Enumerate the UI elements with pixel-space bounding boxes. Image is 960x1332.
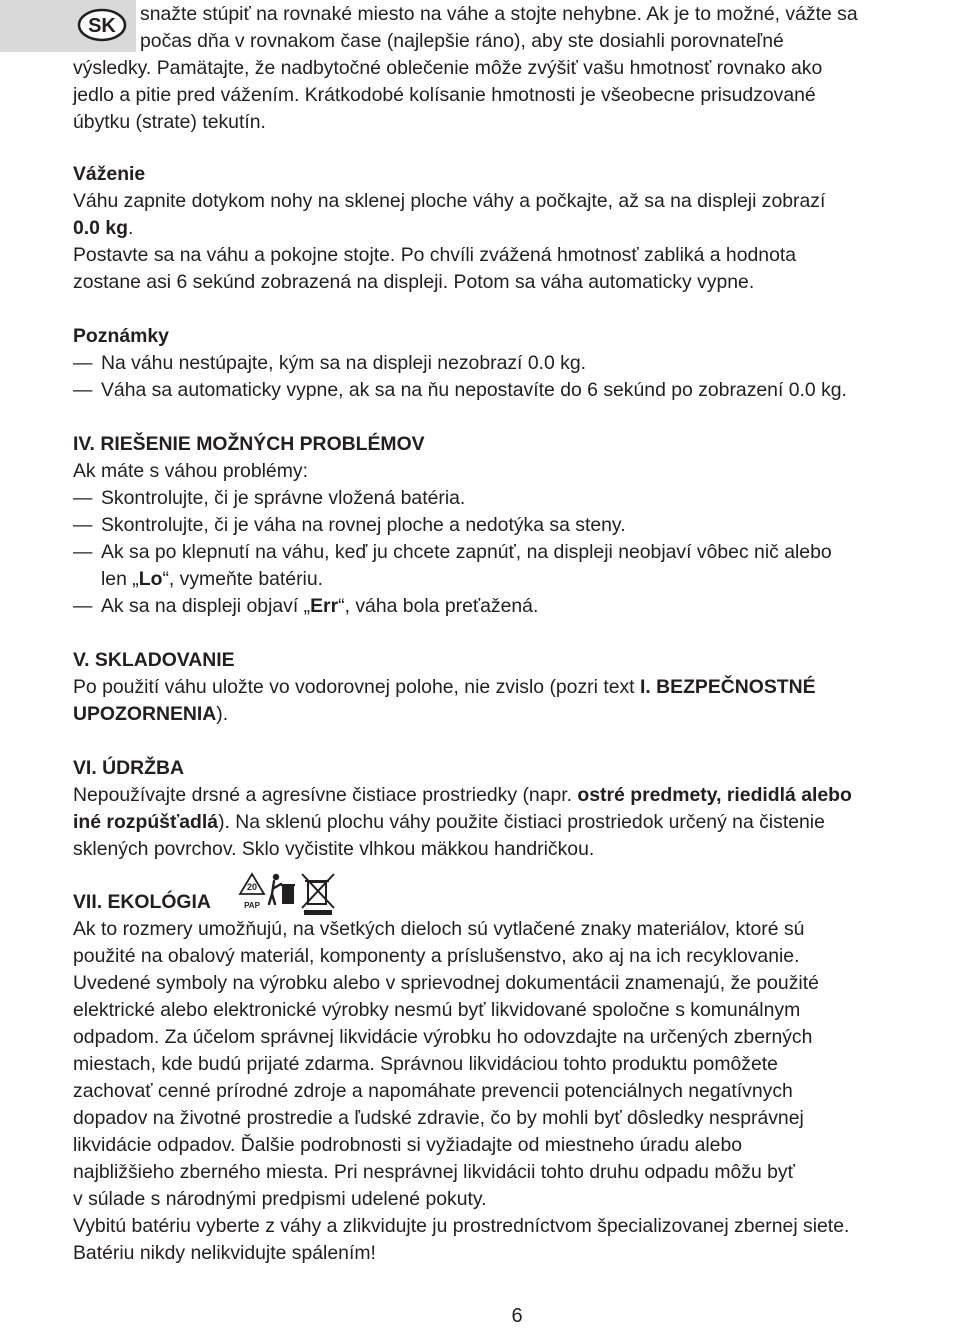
text-fragment: Po použití váhu uložte vo vodorovnej polohe, nie zvislo (pozri text: [73, 676, 640, 698]
notes-item: [73, 377, 847, 404]
ecology-line: v súlade s národnými predpismi udelené pokuty.: [73, 1188, 487, 1210]
reference-bold: UPOZORNENIA: [73, 703, 217, 725]
dash-bullet: —: [73, 514, 93, 536]
troubleshooting-item: [73, 512, 626, 539]
emphasis-bold: ostré predmety, riedidlá alebo: [577, 784, 852, 806]
notes-heading: Poznámky: [73, 325, 169, 347]
recycling-symbols-icon: [238, 870, 338, 918]
tidy-man-icon: [269, 874, 295, 904]
crossed-bin-icon: [302, 874, 334, 915]
troubleshooting-item-text: Ak sa po klepnutí na váhu, keď ju chcete zapnúť, na displeji neobjaví vôbec nič alebo: [101, 541, 832, 563]
maintenance-heading: VI. ÚDRŽBA: [73, 757, 184, 779]
text-fragment: ). Na sklenú plochu váhy použite čistiaci prostriedok určený na čistenie: [218, 811, 825, 833]
text-fragment: “, váha bola preťažená.: [338, 595, 539, 617]
ecology-line: Vybitú batériu vyberte z váhy a zlikvidujte ju prostredníctvom špecializovanej zbernej siete.: [73, 1215, 850, 1237]
emphasis-bold: iné rozpúšťadlá: [73, 811, 219, 833]
dash-bullet: —: [73, 352, 93, 374]
text-fragment: ).: [216, 703, 229, 725]
weight-value: 0.0 kg: [73, 217, 128, 239]
troubleshooting-intro: Ak máte s váhou problémy:: [73, 460, 308, 482]
troubleshooting-item-continuation: [101, 566, 323, 593]
ecology-line: najbližšieho zberného miesta. Pri nesprávnej likvidácii tohto druhu odpadu môžu byť: [73, 1161, 795, 1183]
intro-line: úbytku (strate) tekutín.: [73, 111, 266, 133]
notes-item-text: Na váhu nestúpajte, kým sa na displeji nezobrazí 0.0 kg.: [101, 352, 587, 374]
dash-bullet: —: [73, 595, 93, 617]
ecology-line: zachovať cenné prírodné zdroje a napomáhate prevencii potenciálnych negatívnych: [73, 1080, 793, 1102]
storage-line: [73, 674, 816, 701]
text-fragment: Nepoužívajte drsné a agresívne čistiace prostriedky (napr.: [73, 784, 578, 806]
dash-bullet: —: [73, 541, 93, 563]
ecology-line: elektrické alebo elektronické výrobky nesmú byť likvidované spoločne s komunálnym: [73, 999, 801, 1021]
reference-bold: I. BEZPEČNOSTNÉ: [639, 676, 816, 698]
intro-line: snažte stúpiť na rovnaké miesto na váhe a stojte nehybne. Ak je to možné, vážte sa: [140, 3, 858, 25]
language-badge-icon: [77, 8, 127, 42]
text-fragment: len „: [101, 568, 139, 590]
dash-bullet: —: [73, 379, 93, 401]
text-fragment: Ak sa na displeji objaví „: [101, 595, 311, 617]
notes-item: [73, 350, 586, 377]
dash-bullet: —: [73, 487, 93, 509]
recycle-label: PAP: [244, 901, 260, 910]
ecology-line: likvidácie odpadov. Ďalšie podrobnosti si vyžiadajte od miestneho úradu alebo: [73, 1134, 743, 1156]
recycle-number: 20: [246, 882, 258, 892]
ecology-line: Batériu nikdy nelikvidujte spálením!: [73, 1242, 376, 1264]
ecology-line: Uvedené symboly na výrobku alebo v sprievodnej dokumentácii znamenajú, že použité: [73, 972, 819, 994]
troubleshooting-item: [73, 539, 832, 566]
storage-heading: V. SKLADOVANIE: [73, 649, 235, 671]
maintenance-line: [73, 809, 825, 836]
maintenance-line: sklených povrchov. Sklo vyčistite vlhkou mäkkou handričkou.: [73, 838, 595, 860]
weighing-line: Váhu zapnite dotykom nohy na sklenej ploche váhy a počkajte, až sa na displeji zobrazí: [73, 190, 826, 212]
ecology-line: odpadom. Za účelom správnej likvidácie výrobku ho odovzdajte na určených zberných: [73, 1026, 813, 1048]
intro-line: výsledky. Pamätajte, že nadbytočné oblečenie môže zvýšiť vašu hmotnosť rovnako ako: [73, 57, 823, 79]
ecology-line: miestach, kde budú prijaté zdarma. Správnou likvidáciou tohto produktu pomôžete: [73, 1053, 778, 1075]
weighing-heading: Váženie: [73, 163, 146, 185]
troubleshooting-item-text: Skontrolujte, či je váha na rovnej ploche a nedotýka sa steny.: [101, 514, 626, 536]
maintenance-line: [73, 782, 852, 809]
storage-line: [73, 701, 228, 728]
troubleshooting-heading: IV. RIEŠENIE MOŽNÝCH PROBLÉMOV: [73, 433, 425, 455]
ecology-heading: VII. EKOLÓGIA: [73, 891, 211, 913]
text-fragment: “, vymeňte batériu.: [162, 568, 324, 590]
text-fragment: .: [127, 217, 134, 239]
troubleshooting-item: [73, 485, 465, 512]
ecology-line: Ak to rozmery umožňujú, na všetkých dieloch sú vytlačené znaky materiálov, ktoré sú: [73, 918, 805, 940]
intro-line: jedlo a pitie pred vážením. Krátkodobé kolísanie hmotnosti je všeobecne prisudzované: [73, 84, 816, 106]
weighing-line: [73, 215, 133, 242]
weighing-line: zostane asi 6 sekúnd zobrazená na displeji. Potom sa váha automaticky vypne.: [73, 271, 755, 293]
ecology-line: dopadov na životné prostredie a ľudské zdravie, čo by mohli byť dôsledky nesprávnej: [73, 1107, 804, 1129]
page-number: 6: [511, 1305, 523, 1327]
ecology-line: použité na obalový materiál, komponenty a príslušenstvo, ako aj na ich recyklovanie.: [73, 945, 800, 967]
intro-line: počas dňa v rovnakom čase (najlepšie ráno), aby ste dosiahli porovnateľné: [140, 30, 784, 52]
weighing-line: Postavte sa na váhu a pokojne stojte. Po chvíli zvážená hmotnosť zabliká a hodnota: [73, 244, 797, 266]
troubleshooting-item-text: Skontrolujte, či je správne vložená batéria.: [101, 487, 466, 509]
language-badge-label: SK: [88, 15, 116, 37]
recycle-pap-icon: [240, 874, 264, 910]
display-code-err: Err: [310, 595, 339, 617]
notes-item-text: Váha sa automaticky vypne, ak sa na ňu nepostavíte do 6 sekúnd po zobrazení 0.0 kg.: [101, 379, 847, 401]
troubleshooting-item: [73, 593, 538, 620]
display-code-lo: Lo: [138, 568, 163, 590]
